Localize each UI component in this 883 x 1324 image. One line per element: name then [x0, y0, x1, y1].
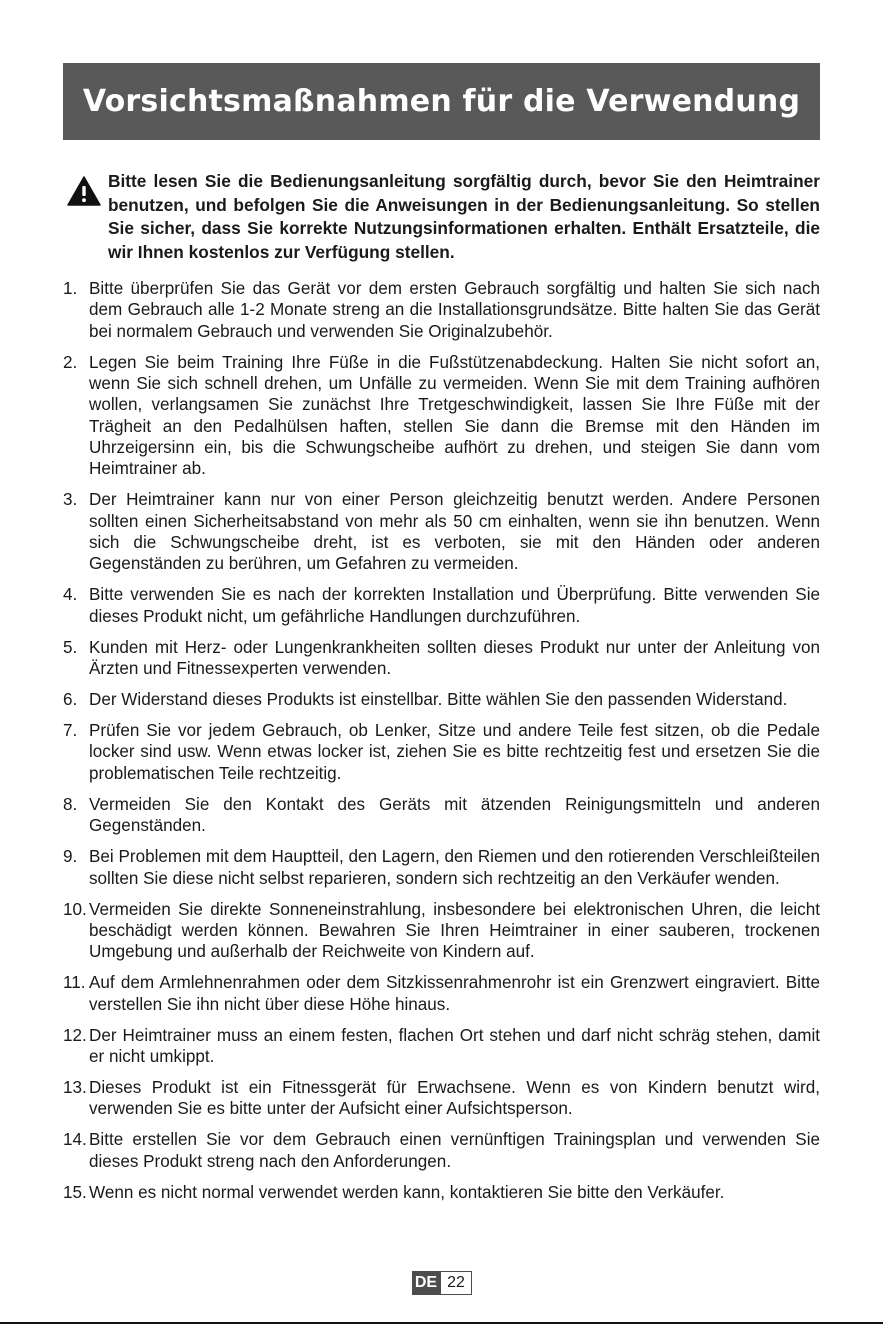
item-number: 13. [63, 1078, 87, 1098]
list-item [63, 489, 820, 574]
item-number: 5. [63, 637, 78, 657]
item-number: 7. [63, 721, 78, 741]
item-number: 4. [63, 585, 78, 605]
item-number: 8. [63, 794, 78, 814]
list-item [63, 1025, 820, 1068]
item-number: 2. [63, 352, 78, 372]
precautions-list [63, 278, 820, 1213]
list-item [63, 584, 820, 627]
list-item [63, 972, 820, 1015]
list-item [63, 1129, 820, 1172]
list-item [63, 794, 820, 837]
list-item [63, 352, 820, 480]
item-number: 9. [63, 847, 78, 867]
list-item [63, 278, 820, 342]
list-item [63, 689, 820, 710]
item-number: 12. [63, 1025, 87, 1045]
item-number: 15. [63, 1182, 87, 1202]
item-text: Bitte erstellen Sie vor dem Gebrauch einen vernünftigen Trainingsplan und verwenden Sie dieses Produkt streng nach den Anforderungen. [89, 1130, 820, 1171]
item-text: Bitte verwenden Sie es nach der korrekten Installation und Überprüfung. Bitte verwenden Sie dieses Produkt nicht, um gefährliche Handlungen durchzuführen. [89, 585, 820, 626]
item-number: 6. [63, 690, 78, 710]
item-number: 3. [63, 490, 78, 510]
page-indicator [412, 1271, 472, 1295]
page-number: 22 [440, 1271, 472, 1295]
item-number: 11. [63, 973, 86, 993]
warning-text: Bitte lesen Sie die Bedienungsanleitung sorgfältig durch, bevor Sie den Heimtrainer benutzen, und befolgen Sie die Anweisungen in der Bedienungsanleitung. So stellen Sie sicher, dass Sie korrekte Nutzungsinformationen erhalten. Enthält Ersatzteile, die wir Ihnen kostenlos zur Verfügung stellen. [108, 171, 820, 262]
list-item [63, 1077, 820, 1120]
item-number: 10. [63, 899, 87, 919]
title-banner [63, 63, 820, 140]
page-title: Vorsichtsmaßnahmen für die Verwendung [82, 84, 801, 119]
item-text: Dieses Produkt ist ein Fitnessgerät für Erwachsene. Wenn es von Kindern benutzt wird, verwenden Sie es bitte unter der Aufsicht einer Aufsichtsperson. [89, 1078, 820, 1119]
item-text: Der Widerstand dieses Produkts ist einstellbar. Bitte wählen Sie den passenden Widerstand. [89, 690, 788, 710]
item-text: Auf dem Armlehnenrahmen oder dem Sitzkissenrahmenrohr ist ein Grenzwert eingraviert. Bitte verstellen Sie ihn nicht über diese Höhe hinaus. [89, 973, 820, 1014]
list-item [63, 720, 820, 784]
item-text: Vermeiden Sie den Kontakt des Geräts mit ätzenden Reinigungsmitteln und anderen Gegenständen. [89, 794, 820, 836]
item-text: Prüfen Sie vor jedem Gebrauch, ob Lenker, Sitze und andere Teile fest sitzen, ob die Pedale locker sind usw. Wenn etwas locker ist, ziehen Sie es bitte rechtzeitig fest und ersetzen Sie die problematischen Teile rechtzeitig. [89, 721, 820, 783]
item-text: Wenn es nicht normal verwendet werden kann, kontaktieren Sie bitte den Verkäufer. [89, 1182, 725, 1202]
item-text: Bei Problemen mit dem Hauptteil, den Lagern, den Riemen und den rotierenden Verschleißteilen sollten Sie diese nicht selbst reparieren, sondern sich rechtzeitig an den Verkäufer wenden. [89, 847, 820, 888]
item-number: 1. [63, 279, 78, 298]
warning-notice [63, 170, 820, 264]
item-text: Legen Sie beim Training Ihre Füße in die Fußstützenabdeckung. Halten Sie nicht sofort an, wenn Sie sich schnell drehen, um Unfälle zu vermeiden. Wenn Sie mit dem Training aufhören wollen, verlangsamen Sie zunächst Ihre Tretgeschwindigkeit, lassen Sie Ihre Füße mit der Trägheit an den Pedalhülsen haften, stellen Sie dann die Bremse mit den Händen im Uhrzeigersinn ein, bis die Schwungscheibe aufhört zu drehen, und steigen Sie dann vom Heimtrainer ab. [89, 352, 820, 479]
item-text: Bitte überprüfen Sie das Gerät vor dem ersten Gebrauch sorgfältig und halten Sie sich nach dem Gebrauch alle 1-2 Monate streng an die Installationsgrundsätze. Bitte halten Sie das Gerät bei normalem Gebrauch und verwenden Sie Originalzubehör. [89, 279, 820, 341]
list-item [63, 846, 820, 889]
item-number: 14. [63, 1130, 87, 1150]
language-badge: DE [412, 1271, 440, 1295]
item-text: Der Heimtrainer kann nur von einer Person gleichzeitig benutzt werden. Andere Personen sollten einen Sicherheitsabstand von mehr als 50 cm einhalten, wenn sie ihn benutzen. Wenn sich die Schwungscheibe dreht, ist es verboten, sie mit den Händen oder anderen Gegenständen zu berühren, um Gefahren zu vermeiden. [89, 490, 820, 574]
list-item [63, 637, 820, 680]
list-item [63, 1182, 820, 1203]
item-text: Der Heimtrainer muss an einem festen, flachen Ort stehen und darf nicht schräg stehen, damit er nicht umkippt. [89, 1025, 820, 1066]
item-text: Vermeiden Sie direkte Sonneneinstrahlung, insbesondere bei elektronischen Uhren, die leicht beschädigt werden können. Bewahren Sie Ihren Heimtrainer in einer sauberen, trockenen Umgebung und außerhalb der Reichweite von Kindern auf. [89, 899, 820, 962]
warning-triangle-icon [67, 176, 101, 206]
item-text: Kunden mit Herz- oder Lungenkrankheiten sollten dieses Produkt nur unter der Anleitung von Ärzten und Fitnessexperten verwenden. [89, 637, 820, 678]
list-item [63, 899, 820, 963]
